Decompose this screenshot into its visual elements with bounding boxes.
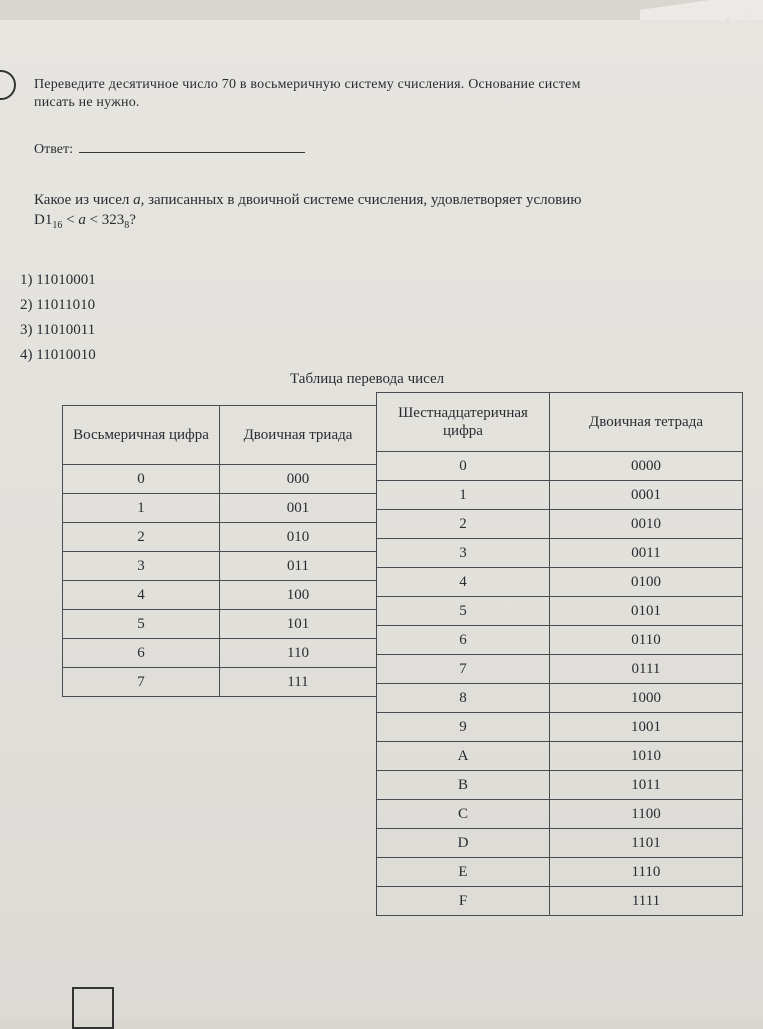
- q2-cond-var: a: [78, 212, 86, 228]
- table-row: [63, 465, 377, 494]
- hex-digit: 3: [377, 539, 550, 568]
- hex-digit: 7: [377, 655, 550, 684]
- table-row: [63, 494, 377, 523]
- q2-var: a: [133, 192, 141, 208]
- option-1[interactable]: 1) 11010001: [20, 272, 96, 288]
- q2-cond-a: D1: [34, 212, 53, 228]
- hex-digit: D: [377, 829, 550, 858]
- binary-tetrad: 0010: [550, 510, 743, 539]
- octal-digit: 7: [63, 668, 220, 697]
- hex-digit: 4: [377, 568, 550, 597]
- hex-digit: 5: [377, 597, 550, 626]
- hex-digit: 1: [377, 481, 550, 510]
- binary-triad: 101: [220, 610, 377, 639]
- hex-digit: B: [377, 771, 550, 800]
- binary-triad: 111: [220, 668, 377, 697]
- binary-tetrad: 1111: [550, 887, 743, 916]
- binary-tetrad: 0110: [550, 626, 743, 655]
- answer-options: [20, 268, 96, 368]
- table-row: [63, 639, 377, 668]
- binary-tetrad: 0101: [550, 597, 743, 626]
- binary-tetrad: 0100: [550, 568, 743, 597]
- option-4[interactable]: 4) 11010010: [20, 347, 96, 363]
- octal-digit: 1: [63, 494, 220, 523]
- octal-digit: 0: [63, 465, 220, 494]
- binary-tetrad: 1001: [550, 713, 743, 742]
- table-row: [377, 452, 743, 481]
- question-1-text-cont: писать не нужно.: [34, 95, 140, 110]
- binary-triad: 100: [220, 581, 377, 610]
- q2-text-end: , записанных в двоичной системе счисления, удовлетворяет условию: [140, 192, 582, 208]
- octal-header-triad: Двоичная триада: [220, 406, 377, 465]
- table-row: [377, 858, 743, 887]
- binary-tetrad: 1110: [550, 858, 743, 887]
- q2-cond-b-sub: 8: [124, 220, 130, 231]
- answer-label: Ответ:: [34, 142, 73, 157]
- binary-tetrad: 1000: [550, 684, 743, 713]
- hex-digit: C: [377, 800, 550, 829]
- octal-header-digit: Восьмеричная цифра: [63, 406, 220, 465]
- binary-tetrad: 0011: [550, 539, 743, 568]
- table-title: Таблица перевода чисел: [290, 371, 445, 387]
- table-row: [377, 510, 743, 539]
- q2-cond-mid: <: [62, 212, 79, 228]
- hex-digit: 8: [377, 684, 550, 713]
- table-row: [377, 771, 743, 800]
- binary-triad: 000: [220, 465, 377, 494]
- table-row: [377, 568, 743, 597]
- octal-digit: 5: [63, 610, 220, 639]
- binary-tetrad: 1010: [550, 742, 743, 771]
- hex-digit: A: [377, 742, 550, 771]
- answer-box[interactable]: [72, 987, 114, 1029]
- table-row: [377, 887, 743, 916]
- answer-row: [34, 140, 305, 158]
- hex-digit: 0: [377, 452, 550, 481]
- binary-tetrad: 1101: [550, 829, 743, 858]
- q2-cond-end: ?: [129, 212, 136, 228]
- table-row: [377, 597, 743, 626]
- table-row: [63, 668, 377, 697]
- hex-digit: F: [377, 887, 550, 916]
- octal-digit: 6: [63, 639, 220, 668]
- binary-tetrad: 1100: [550, 800, 743, 829]
- octal-digit: 4: [63, 581, 220, 610]
- answer-line[interactable]: [79, 140, 305, 153]
- hex-digit: 9: [377, 713, 550, 742]
- hex-table: [376, 392, 743, 916]
- table-row: [377, 829, 743, 858]
- table-row: [377, 655, 743, 684]
- table-row: [377, 800, 743, 829]
- table-row: [377, 684, 743, 713]
- table-row: [377, 713, 743, 742]
- binary-tetrad: 0000: [550, 452, 743, 481]
- question-2: [34, 190, 740, 236]
- hex-digit: E: [377, 858, 550, 887]
- hex-header-tetrad: Двоичная тетрада: [550, 393, 743, 452]
- q2-cond-b: < 323: [85, 212, 125, 228]
- table-row: [377, 742, 743, 771]
- table-row: [63, 523, 377, 552]
- table-row: [63, 552, 377, 581]
- binary-triad: 011: [220, 552, 377, 581]
- option-2[interactable]: 2) 11011010: [20, 297, 96, 313]
- table-row: [377, 481, 743, 510]
- binary-triad: 001: [220, 494, 377, 523]
- table-row: [377, 626, 743, 655]
- table-row: [377, 539, 743, 568]
- hex-digit: 2: [377, 510, 550, 539]
- question-1-text: Переведите десятичное число 70 в восьмеричную систему счисления. Основание систем: [34, 77, 581, 92]
- q2-cond-a-sub: 16: [52, 220, 63, 231]
- octal-digit: 2: [63, 523, 220, 552]
- binary-tetrad: 0001: [550, 481, 743, 510]
- table-row: [63, 610, 377, 639]
- binary-triad: 110: [220, 639, 377, 668]
- hex-digit: 6: [377, 626, 550, 655]
- question-1: [34, 76, 734, 112]
- q2-text-start: Какое из чисел: [34, 192, 134, 208]
- hex-header-digit: Шестнадцатеричная цифра: [377, 393, 550, 452]
- binary-tetrad: 1011: [550, 771, 743, 800]
- binary-triad: 010: [220, 523, 377, 552]
- octal-table: [62, 405, 377, 697]
- octal-digit: 3: [63, 552, 220, 581]
- table-row: [63, 581, 377, 610]
- option-3[interactable]: 3) 11010011: [20, 322, 96, 338]
- binary-tetrad: 0111: [550, 655, 743, 684]
